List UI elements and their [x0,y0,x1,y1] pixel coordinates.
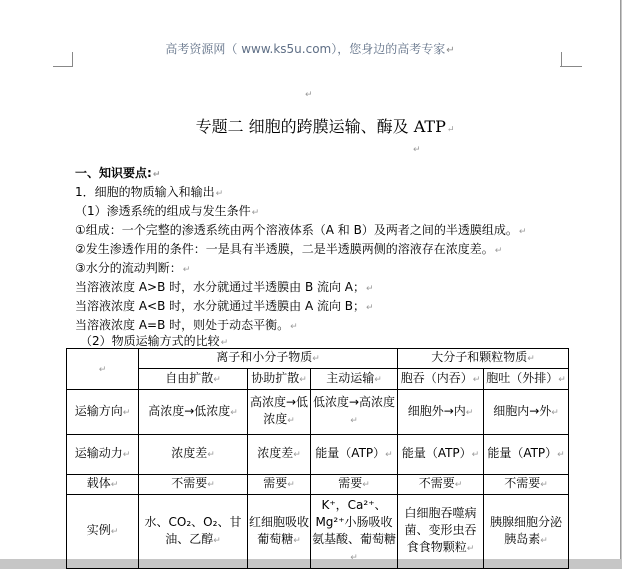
table-header-cell: 协助扩散↵ [248,369,311,390]
table-cell: 需要↵ [311,475,398,495]
paragraph-mark-icon: ↵ [494,246,503,256]
paragraph-mark-icon: ↵ [287,416,295,426]
row-label-carrier: 载体↵ [67,475,139,495]
table-row [67,349,569,369]
paragraph-mark-icon: ↵ [98,364,107,375]
paragraph-mark-icon: ↵ [182,265,191,275]
paragraph-mark-icon: ↵ [122,407,131,418]
paragraph-mark-icon: ↵ [471,450,480,460]
group-header-small: 离子和小分子物质↵ [139,349,398,369]
table-cell: 白细胞吞噬病菌、变形虫吞食食物颗粒↵ [398,495,484,569]
paragraph-mark-icon: ↵ [220,338,229,348]
paragraph-mark-icon: ↵ [251,208,260,218]
paragraph-mark-icon: ↵ [213,535,221,546]
paragraph-mark-icon: ↵ [305,90,313,100]
paragraph-mark-icon: ↵ [446,45,455,56]
paragraph-mark-icon: ↵ [366,284,374,294]
paragraph-mark-icon: ↵ [385,450,393,460]
title-text: 专题二 细胞的跨膜运输、酶及 ATP [195,117,446,136]
table-row [67,390,569,435]
table-cell: 低浓度→高浓度↵ [311,390,398,435]
paragraph-mark-icon: ↵ [540,535,548,546]
table-cell: K⁺，Ca²⁺、Mg²⁺小肠吸收氨基酸、葡萄糖↵ [311,495,398,569]
table-header-cell: 胞吞（内吞）↵ [398,369,484,390]
paragraph-mark-icon: ↵ [362,480,370,490]
paragraph-mark-icon: ↵ [465,407,474,418]
table-cell: 不需要↵ [484,475,569,495]
paragraph-mark-icon: ↵ [540,480,548,490]
transport-comparison-table [66,348,569,569]
header-text: 高考资源网（ www.ks5u.com），您身边的高考专家 [165,42,446,56]
paragraph-mark-icon: ↵ [350,416,358,426]
text-line: ①组成：一个完整的渗透系统由两个溶液体系（A 和 B）及两者之间的半透膜组成。↵ [75,223,527,237]
paragraph-mark-icon: ↵ [122,450,131,460]
paragraph-mark-icon: ↵ [110,480,119,490]
text-line: 当溶液浓度 A<B 时，水分就通过半透膜由 A 流向 B；↵ [75,299,374,313]
paragraph-mark-icon: ↵ [207,450,215,460]
table-cell: 不需要↵ [398,475,484,495]
paragraph-mark-icon: ↵ [293,450,301,460]
paragraph-mark-icon: ↵ [558,374,566,385]
table-cell: 不需要↵ [139,475,248,495]
table-cell: 能量（ATP）↵ [398,435,484,475]
paragraph-mark-icon: ↵ [350,552,358,563]
table-cell: 高浓度→低浓度↵ [248,390,311,435]
paragraph-mark-icon: ↵ [466,544,475,554]
table-row [67,435,569,475]
row-label-power: 运输动力↵ [67,435,139,475]
table-cell: 需要↵ [248,475,311,495]
crop-mark-top-right [560,66,582,67]
paragraph-mark-icon: ↵ [312,354,320,364]
table-row [67,369,569,390]
paragraph-mark-icon: ↵ [454,480,463,490]
table-header-cell: 自由扩散↵ [139,369,248,390]
paragraph-mark-icon: ↵ [413,145,421,155]
section-heading: 一、知识要点:↵ [75,166,161,180]
table-header-cell: 主动运输↵ [311,369,398,390]
paragraph-mark-icon: ↵ [366,303,374,313]
table-cell: 能量（ATP）↵ [484,435,569,475]
table-corner-cell [67,349,139,390]
table-cell: 高浓度→低浓度↵ [139,390,248,435]
table-cell: 浓度差↵ [139,435,248,475]
text-line: ②发生渗透作用的条件：一是具有半透膜，二是半透膜两侧的溶液存在浓度差。↵ [75,242,503,256]
table-cell: 能量（ATP）↵ [311,435,398,475]
text-line: 当溶液浓度 A=B 时，则处于动态平衡。↵ [75,318,298,332]
paragraph-mark-icon: ↵ [287,480,295,490]
paragraph-mark-icon: ↵ [293,535,301,546]
table-row [67,495,569,569]
crop-mark-top-left [53,66,73,67]
text-line: 1．细胞的物质输入和输出↵ [75,185,224,199]
table-cell: 细胞外→内↵ [398,390,484,435]
text-line: （1）渗透系统的组成与发生条件↵ [75,204,260,218]
table-cell: 红细胞吸收葡萄糖↵ [248,495,311,569]
table-cell: 水、CO₂、O₂、甘油、乙醇↵ [139,495,248,569]
paragraph-mark-icon: ↵ [110,527,119,537]
table-cell: 细胞内→外↵ [484,390,569,435]
paragraph-mark-icon: ↵ [472,374,481,385]
row-label-direction: 运输方向↵ [67,390,139,435]
page-header [0,40,620,57]
paragraph-mark-icon: ↵ [299,374,307,385]
paragraph-mark-icon: ↵ [213,374,221,385]
text-line: （2）物质运输方式的比较↵ [80,334,229,348]
table-header-cell: 胞吐（外排）↵ [484,369,569,390]
paragraph-mark-icon: ↵ [215,189,224,199]
paragraph-mark-icon: ↵ [207,480,215,490]
paragraph-mark-icon: ↵ [152,170,161,180]
text-line: 当溶液浓度 A>B 时，水分就通过半透膜由 B 流向 A；↵ [75,280,374,294]
paragraph-mark-icon: ↵ [551,407,559,418]
table-row [67,475,569,495]
table-cell: 浓度差↵ [248,435,311,475]
paragraph-mark-icon: ↵ [290,322,298,332]
paragraph-mark-icon: ↵ [527,354,535,364]
document-title [0,114,622,137]
paragraph-mark-icon: ↵ [518,227,527,237]
paragraph-mark-icon: ↵ [230,407,238,418]
paragraph-mark-icon: ↵ [374,374,382,385]
row-label-example: 实例↵ [67,495,139,569]
group-header-large: 大分子和颗粒物质↵ [398,349,569,369]
crop-mark-top-right-vertical [561,52,562,66]
paragraph-mark-icon: ↵ [446,125,455,135]
crop-mark-top-left-vertical [72,52,73,66]
text-line: ③水分的流动判断：↵ [75,261,191,275]
paragraph-mark-icon: ↵ [557,450,565,460]
table-cell: 胰腺细胞分泌胰岛素↵ [484,495,569,569]
